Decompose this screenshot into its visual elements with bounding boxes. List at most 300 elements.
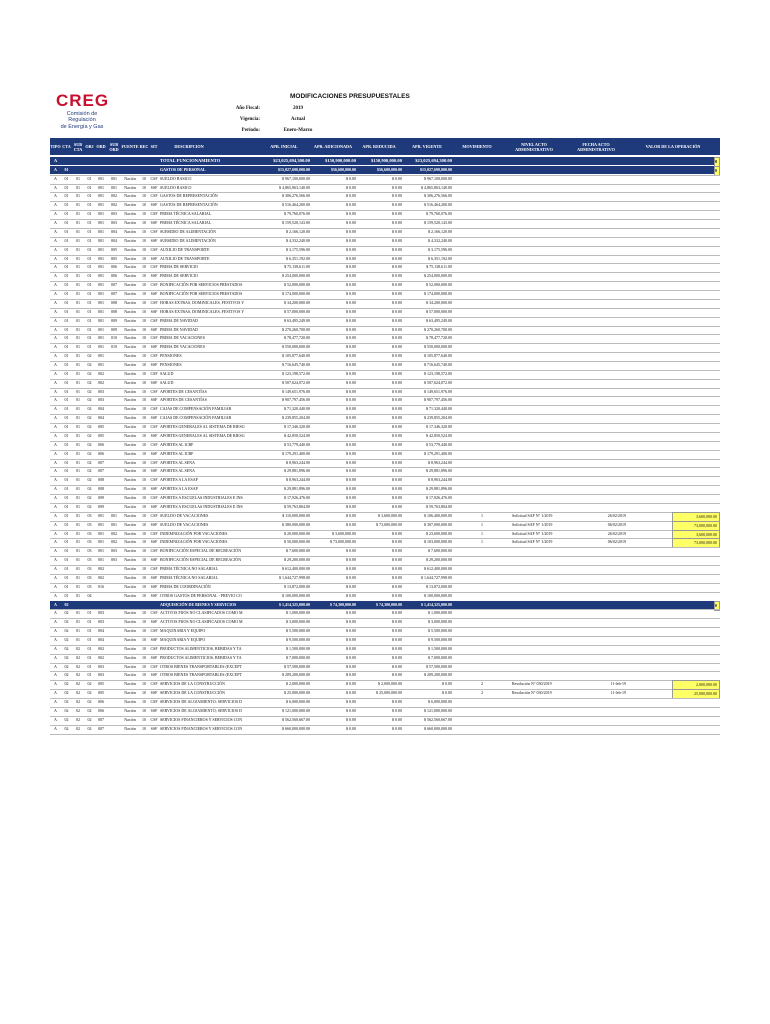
- table-row: [50, 157, 720, 165]
- cell-sit: SSF: [150, 503, 158, 509]
- table-row: [50, 565, 720, 573]
- cell-apr-vigente: $ 9,500,000.00: [428, 636, 452, 642]
- cell-apr-inicial: $ 78,477,720.00: [284, 335, 310, 341]
- cell-tipo: A: [54, 654, 57, 660]
- cell-fuente: Nación: [124, 654, 136, 660]
- cell-apr-inicial: $ 110,000,000.00: [282, 512, 310, 518]
- cell-descripcion: PRIMA DE VACACIONES: [160, 335, 205, 341]
- cell-apr-inicial: $ 79,760,076.00: [284, 211, 310, 217]
- cell-cta: 01: [64, 202, 69, 208]
- table-row: [50, 334, 720, 342]
- cell-tipo: A: [54, 193, 57, 199]
- cell-rec: 10: [142, 503, 146, 509]
- cell-apr-inicial: $ 29,200,000.00: [284, 557, 310, 563]
- cell-fuente: Nación: [124, 512, 136, 518]
- cell-ord: 006: [98, 707, 104, 713]
- cell-apr-vigente: $ 78,477,720.00: [426, 335, 452, 341]
- cell-fecha-acto: 11-feb-19: [610, 681, 626, 687]
- cell-apr-inicial: $ 550,000,000.00: [282, 344, 310, 350]
- cell-cta: 01: [64, 539, 69, 545]
- cell-sit: SSF: [150, 468, 158, 474]
- table-row: [50, 281, 720, 289]
- cell-obj: 01: [87, 255, 92, 261]
- cell-sit: SSF: [150, 636, 158, 642]
- cell-apr-adicionada: $ 0.00: [346, 654, 356, 660]
- cell-fuente: Nación: [124, 468, 136, 474]
- cell-cta: 01: [64, 512, 69, 518]
- cell-apr-inicial: $ 660,000,000.00: [282, 725, 310, 731]
- cell-ord: 009: [98, 503, 104, 509]
- table-row: [50, 716, 720, 724]
- cell-rec: 10: [142, 574, 146, 580]
- cell-tipo: A: [54, 539, 57, 545]
- cell-rec: 10: [142, 228, 146, 234]
- cell-fuente: Nación: [124, 317, 136, 323]
- cell-cta: 01: [64, 566, 69, 572]
- cell-apr-inicial: $ 2,000,000.00: [286, 681, 310, 687]
- cell-obj: 01: [87, 202, 92, 208]
- cell-sit: CSF: [150, 681, 158, 687]
- cell-tipo: A: [54, 362, 57, 367]
- cell-apr-vigente: $ 3,000,000.00: [428, 619, 452, 625]
- cell-nivel-acto: Solicitud SAF N° 1/2019: [512, 512, 553, 518]
- table-row: [50, 467, 720, 475]
- cell-descripcion: SUELDO BASICO: [160, 184, 192, 190]
- cell-apr-reducida: $ 0.00: [392, 619, 402, 625]
- cell-cta: 01: [64, 406, 69, 412]
- cell-apr-adicionada: $ 0.00: [346, 353, 356, 359]
- cell-cta: 01: [64, 344, 69, 350]
- cell-apr-reducida: $ 0.00: [392, 202, 402, 208]
- cell-rec: 10: [142, 557, 146, 563]
- cell-apr-inicial: $ 716,645,740.00: [282, 362, 310, 367]
- cell-apr-adicionada: $ 0.00: [346, 406, 356, 412]
- cell-subord: 001: [111, 521, 117, 527]
- cell-apr-inicial: $ 612,400,000.00: [282, 566, 310, 572]
- cell-tipo: A: [54, 237, 57, 243]
- cell-fuente: Nación: [124, 246, 136, 252]
- cell-apr-reducida: $ 0.00: [392, 237, 402, 243]
- cell-rec: 10: [142, 370, 146, 376]
- cell-sit: CSF: [150, 645, 158, 651]
- cell-cta: 01: [64, 228, 69, 234]
- cell-apr-adicionada: $ 0.00: [346, 503, 356, 509]
- table-row: [50, 308, 720, 316]
- cell-apr-inicial: $ 8,963,244.00: [286, 477, 310, 483]
- cell-tipo: A: [54, 246, 57, 252]
- cell-apr-reducida: $ 0.00: [392, 610, 402, 616]
- header-sit: SIT: [150, 144, 158, 149]
- table-row: [50, 476, 720, 484]
- cell-ord: 008: [98, 477, 104, 483]
- cell-apr-adicionada: $ 0.00: [346, 681, 356, 687]
- cell-obj: 02: [87, 370, 92, 376]
- cell-sit: CSF: [150, 193, 158, 199]
- cell-fuente: Nación: [124, 282, 136, 288]
- cell-tipo: A: [54, 636, 57, 642]
- cell-subord: 007: [111, 282, 117, 288]
- cell-apr-vigente: $ 716,645,740.00: [424, 362, 452, 367]
- cell-apr-vigente: $ 8,963,244.00: [428, 459, 452, 465]
- cell-apr-vigente: $ 507,624,072.00: [424, 379, 452, 385]
- cell-apr-reducida: $ 0.00: [392, 450, 402, 456]
- cell-apr-adicionada: $ 0.00: [346, 521, 356, 527]
- cell-descripcion: OTROS BIENES TRANSPORTABLES (EXCEPT: [160, 663, 242, 669]
- cell-subcta: 01: [76, 441, 80, 447]
- cell-fuente: Nación: [124, 583, 136, 589]
- cell-subord: 002: [111, 202, 117, 208]
- cell-apr-vigente: $ 8,963,244.00: [428, 477, 452, 483]
- cell-sit: SSF: [150, 725, 158, 731]
- cell-obj: 02: [87, 353, 92, 359]
- cell-fuente: Nación: [124, 459, 136, 465]
- cell-apr-reducida: $ 0.00: [392, 344, 402, 350]
- cell-subcta: 01: [76, 459, 80, 465]
- table-row: [50, 556, 720, 564]
- cell-apr-reducida: $ 0.00: [392, 415, 402, 421]
- cell-apr-inicial: $ 13,872,000.00: [284, 583, 310, 589]
- cell-rec: 10: [142, 699, 146, 705]
- cell-subcta: 02: [76, 690, 80, 696]
- cell-apr-vigente: $ 1,644,727,998.00: [421, 574, 452, 580]
- cell-obj: 03: [87, 574, 92, 580]
- cell-ord: 006: [98, 450, 104, 456]
- cell-descripcion: APORTES DE CESANTÍAS: [160, 388, 207, 394]
- cell-cta: 01: [64, 450, 69, 456]
- cell-subcta: 01: [76, 530, 80, 536]
- cell-subord: 007: [111, 291, 117, 297]
- cell-obj: 03: [87, 548, 92, 554]
- cell-ord: 001: [98, 175, 104, 181]
- cell-descripcion: APORTES A ESCUELAS INDUSTRIALES E INS: [160, 495, 243, 501]
- cell-ord: 007: [98, 716, 104, 722]
- cell-ord: 003: [98, 397, 104, 403]
- cell-sit: SSF: [150, 220, 158, 226]
- cell-apr-inicial: $ 63,495,249.00: [284, 317, 310, 323]
- cell-sit: SSF: [150, 432, 158, 438]
- table-row: [50, 299, 720, 307]
- cell-apr-inicial: $ 1,000,000.00: [286, 610, 310, 616]
- meta-label-periodo: Periodo:: [241, 128, 260, 133]
- cell-descripcion: SUELDO DE VACACIONES: [160, 521, 209, 527]
- cell-cta: 02: [64, 699, 69, 705]
- cell-apr-adicionada: $ 0.00: [346, 184, 356, 190]
- cell-tipo: A: [54, 459, 57, 465]
- cell-cta: 01: [64, 282, 69, 288]
- cell-subcta: 01: [76, 184, 80, 190]
- cell-apr-reducida: $ 0.00: [392, 530, 402, 536]
- table-row: [50, 405, 720, 413]
- cell-ord: 001: [98, 317, 104, 323]
- cell-subord: 009: [111, 326, 117, 332]
- cell-subcta: 01: [76, 610, 80, 616]
- cell-obj: 01: [87, 636, 92, 642]
- cell-obj: 02: [87, 477, 92, 483]
- cell-apr-vigente: $ 0.00: [442, 681, 452, 687]
- cell-apr-adicionada: $ 0.00: [346, 441, 356, 447]
- cell-descripcion: APORTES GENERALES AL SISTEMA DE RIESG: [160, 432, 245, 438]
- cell-apr-inicial: $ 123,198,572.00: [282, 370, 310, 376]
- cell-fuente: Nación: [124, 574, 136, 580]
- cell-descripcion: SERVICIOS DE LA CONSTRUCCIÓN: [160, 690, 225, 696]
- cell-cta: 01: [64, 317, 69, 323]
- cell-obj: 03: [87, 512, 92, 518]
- cell-subcta: 01: [76, 308, 80, 314]
- cell-apr-vigente: $ 5,500,000.00: [428, 628, 452, 634]
- cell-apr-adicionada: $ 0.00: [346, 202, 356, 208]
- cell-obj: 02: [87, 468, 92, 474]
- cell-sit: CSF: [150, 512, 158, 518]
- cell-apr-adicionada: $ 0.00: [346, 397, 356, 403]
- cell-obj: 03: [87, 566, 92, 572]
- cell-apr-reducida: $ 0.00: [392, 503, 402, 509]
- cell-cta: 01: [64, 468, 69, 474]
- table-row: [50, 707, 720, 715]
- cell-apr-inicial: $ 270,260,700.00: [282, 326, 310, 332]
- table-row: [50, 432, 720, 440]
- cell-descripcion: GASTOS DE REPRESENTACIÓN: [160, 202, 218, 208]
- cell-apr-reducida: $ 0.00: [392, 574, 402, 580]
- cell-fuente: Nación: [124, 645, 136, 651]
- cell-subcta: 01: [76, 175, 80, 181]
- cell-cta: 01: [64, 362, 69, 367]
- cell-subcta: 01: [76, 521, 80, 527]
- cell-apr-adicionada: $ 0.00: [346, 574, 356, 580]
- cell-fuente: Nación: [124, 566, 136, 572]
- cell-obj: 04: [87, 592, 92, 598]
- cell-sit: SSF: [150, 672, 158, 678]
- cell-obj: 02: [87, 441, 92, 447]
- cell-rec: 10: [142, 397, 146, 403]
- table-row: [50, 184, 720, 192]
- cell-subcta: 01: [76, 291, 80, 297]
- cell-apr-adicionada: $ 0.00: [346, 388, 356, 394]
- cell-subcta: 01: [76, 237, 80, 243]
- cell-valor-operacion-total: 0: [714, 601, 720, 611]
- cell-cta: 01: [64, 583, 69, 589]
- cell-subcta: 01: [76, 512, 80, 518]
- cell-apr-adicionada: $ 0.00: [346, 486, 356, 492]
- cell-descripcion: INDEMNIZACIÓN POR VACACIONES: [160, 530, 228, 536]
- cell-descripcion: APORTES GENERALES AL SISTEMA DE RIESG: [160, 424, 245, 430]
- table-row: [50, 396, 720, 404]
- cell-fuente: Nación: [124, 184, 136, 190]
- cell-rec: 10: [142, 220, 146, 226]
- cell-subcta: 01: [76, 628, 80, 634]
- cell-descripcion: SUBSIDIO DE ALIMENTACIÓN: [160, 228, 216, 234]
- table-row: [50, 609, 720, 617]
- cell-apr-vigente: $ 29,881,896.00: [426, 468, 452, 474]
- cell-fuente: Nación: [124, 193, 136, 199]
- cell-cta: 01: [64, 495, 69, 501]
- cell-cta: 01: [64, 379, 69, 385]
- cell-subcta: 02: [76, 654, 80, 660]
- cell-subord: 001: [111, 512, 117, 518]
- cell-tipo: A: [54, 521, 57, 527]
- cell-sit: CSF: [150, 246, 158, 252]
- cell-ord: 004: [98, 406, 104, 412]
- cell-apr-reducida: $ 0.00: [392, 468, 402, 474]
- cell-fuente: Nación: [124, 548, 136, 554]
- cell-obj: 02: [87, 699, 92, 705]
- cell-fuente: Nación: [124, 388, 136, 394]
- table-row: [50, 326, 720, 334]
- cell-rec: 10: [142, 610, 146, 616]
- cell-subcta: 02: [76, 663, 80, 669]
- cell-ord: 001: [98, 335, 104, 341]
- table-row: [50, 512, 720, 520]
- cell-apr-inicial: $ 75,138,611.00: [284, 264, 310, 270]
- cell-apr-adicionada: $ 0.00: [346, 645, 356, 651]
- cell-descripcion: OTROS GASTOS DE PERSONAL - PREVIO CO: [160, 592, 242, 598]
- table-row: [50, 246, 720, 254]
- cell-apr-reducida: $ 0.00: [392, 699, 402, 705]
- table-row: [50, 601, 720, 609]
- cell-apr-inicial: $ 8,963,244.00: [286, 459, 310, 465]
- cell-descripcion: PRIMA DE NAVIDAD: [160, 326, 198, 332]
- cell-sit: SSF: [150, 308, 158, 314]
- cell-cta: 01: [64, 521, 69, 527]
- cell-descripcion: PRIMA DE SERVICIO: [160, 264, 198, 270]
- cell-obj: 01: [87, 237, 92, 243]
- cell-apr-inicial: $ 6,000,000.00: [286, 699, 310, 705]
- cell-rec: 10: [142, 264, 146, 270]
- cell-apr-vigente: $ 63,495,249.00: [426, 317, 452, 323]
- cell-tipo: A: [54, 441, 57, 447]
- cell-apr-reducida: $ 0.00: [392, 406, 402, 412]
- cell-apr-adicionada: $ 0.00: [346, 362, 356, 367]
- cell-apr-adicionada: $ 0.00: [346, 495, 356, 501]
- cell-obj: 01: [87, 184, 92, 190]
- cell-apr-vigente: $ 254,000,000.00: [424, 273, 452, 279]
- cell-apr-reducida: $ 0.00: [392, 291, 402, 297]
- cell-obj: 01: [87, 282, 92, 288]
- cell-apr-inicial: $ 3,000,000.00: [286, 619, 310, 625]
- cell-subcta: 01: [76, 264, 80, 270]
- cell-apr-adicionada: $ 73,000,000.00: [330, 539, 356, 545]
- cell-descripcion: SUBSIDIO DE ALIMENTACIÓN: [160, 237, 216, 243]
- cell-apr-adicionada: $ 0.00: [346, 699, 356, 705]
- cell-sit: CSF: [150, 459, 158, 465]
- header-apr-vigente: APR. VIGENTE: [412, 144, 442, 149]
- table-row: [50, 450, 720, 458]
- table-row: [50, 689, 720, 697]
- cell-apr-reducida: $ 3,600,000.00: [378, 512, 402, 518]
- cell-subord: 003: [111, 211, 117, 217]
- cell-rec: 10: [142, 362, 146, 367]
- cell-apr-vigente: $ 307,000,000.00: [424, 521, 452, 527]
- cell-apr-adicionada: $ 0.00: [346, 282, 356, 288]
- cell-fecha-acto: 06/02/2019: [607, 539, 626, 545]
- meta-value-vigencia: Actual: [290, 117, 306, 122]
- cell-rec: 10: [142, 681, 146, 687]
- cell-ord: 002: [98, 574, 104, 580]
- cell-apr-adicionada: $ 0.00: [346, 477, 356, 483]
- cell-apr-vigente: $ 1,414,325,000.00: [421, 601, 452, 607]
- cell-valor-operacion: 25,000,000.00: [672, 689, 720, 699]
- cell-rec: 10: [142, 246, 146, 252]
- cell-sit: CSF: [150, 424, 158, 430]
- cell-subord: 008: [111, 308, 117, 314]
- cell-rec: 10: [142, 619, 146, 625]
- cell-ord: 005: [98, 424, 104, 430]
- cell-apr-inicial: $ 17,926,476.00: [284, 495, 310, 501]
- cell-cta: 02: [64, 725, 69, 731]
- cell-apr-vigente: $ 106,400,000.00: [424, 512, 452, 518]
- cell-ord: 007: [98, 459, 104, 465]
- cell-fecha-acto: 06/02/2019: [607, 521, 626, 527]
- cell-ord: 005: [98, 690, 104, 696]
- cell-tipo: A: [54, 202, 57, 208]
- cell-descripcion: SERVICIOS FINANCIEROS Y SERVICIOS CON: [160, 725, 243, 731]
- cell-fuente: Nación: [124, 477, 136, 483]
- cell-subcta: 01: [76, 273, 80, 279]
- cell-apr-reducida: $ 0.00: [392, 211, 402, 217]
- cell-apr-vigente: $ 209,200,000.00: [424, 672, 452, 678]
- cell-sit: CSF: [150, 548, 158, 554]
- cell-tipo: A: [54, 273, 57, 279]
- cell-cta: 01: [64, 388, 69, 394]
- cell-subcta: 01: [76, 450, 80, 456]
- cell-subcta: 02: [76, 645, 80, 651]
- cell-subcta: 01: [76, 539, 80, 545]
- cell-tipo: A: [54, 574, 57, 580]
- cell-sit: CSF: [150, 264, 158, 270]
- cell-apr-adicionada: $ 0.00: [346, 255, 356, 261]
- cell-apr-reducida: $ 0.00: [392, 370, 402, 376]
- cell-obj: 01: [87, 672, 92, 678]
- cell-valor-operacion-total: 0: [714, 157, 720, 167]
- cell-descripcion: SUELDO BASICO: [160, 175, 192, 181]
- cell-subcta: 01: [76, 220, 80, 226]
- cell-ord: 001: [98, 184, 104, 190]
- cell-rec: 10: [142, 388, 146, 394]
- cell-apr-reducida: $ 0.00: [392, 539, 402, 545]
- cell-apr-adicionada: $ 0.00: [346, 468, 356, 474]
- cell-apr-inicial: $ 29,881,896.00: [284, 468, 310, 474]
- header-obj: OBJ: [85, 144, 94, 149]
- cell-cta: 01: [64, 486, 69, 492]
- cell-descripcion: ACTIVOS FIJOS NO CLASIFICADOS COMO M: [160, 610, 243, 616]
- cell-rec: 10: [142, 441, 146, 447]
- cell-apr-vigente: $ 59,763,804.00: [426, 503, 452, 509]
- cell-apr-reducida: $ 0.00: [392, 397, 402, 403]
- cell-apr-reducida: $ 25,000,000.00: [376, 690, 402, 696]
- cell-apr-vigente: $ 516,464,200.00: [424, 202, 452, 208]
- cell-ord: 001: [98, 326, 104, 332]
- table-row: [50, 680, 720, 688]
- cell-rec: 10: [142, 379, 146, 385]
- cell-cta: 01: [64, 592, 69, 598]
- cell-ord: 003: [98, 619, 104, 625]
- cell-apr-adicionada: $ 0.00: [346, 228, 356, 234]
- cell-tipo: A: [54, 530, 57, 536]
- cell-subcta: 01: [76, 406, 80, 412]
- cell-cta: 01: [64, 503, 69, 509]
- cell-apr-vigente: $ 75,138,611.00: [426, 264, 452, 270]
- cell-tipo: A: [54, 548, 57, 554]
- cell-tipo: A: [54, 291, 57, 297]
- meta-label-year: Año Fiscal:: [235, 106, 260, 111]
- cell-fuente: Nación: [124, 291, 136, 297]
- cell-rec: 10: [142, 495, 146, 501]
- cell-apr-inicial: $ 6,351,192.00: [286, 255, 310, 261]
- cell-ord: 002: [98, 566, 104, 572]
- cell-obj: 02: [87, 486, 92, 492]
- table-row: [50, 627, 720, 635]
- cell-apr-inicial: $ 34,200,000.00: [284, 299, 310, 305]
- cell-descripcion: PRIMA TÉCNICA SALARIAL: [160, 220, 212, 226]
